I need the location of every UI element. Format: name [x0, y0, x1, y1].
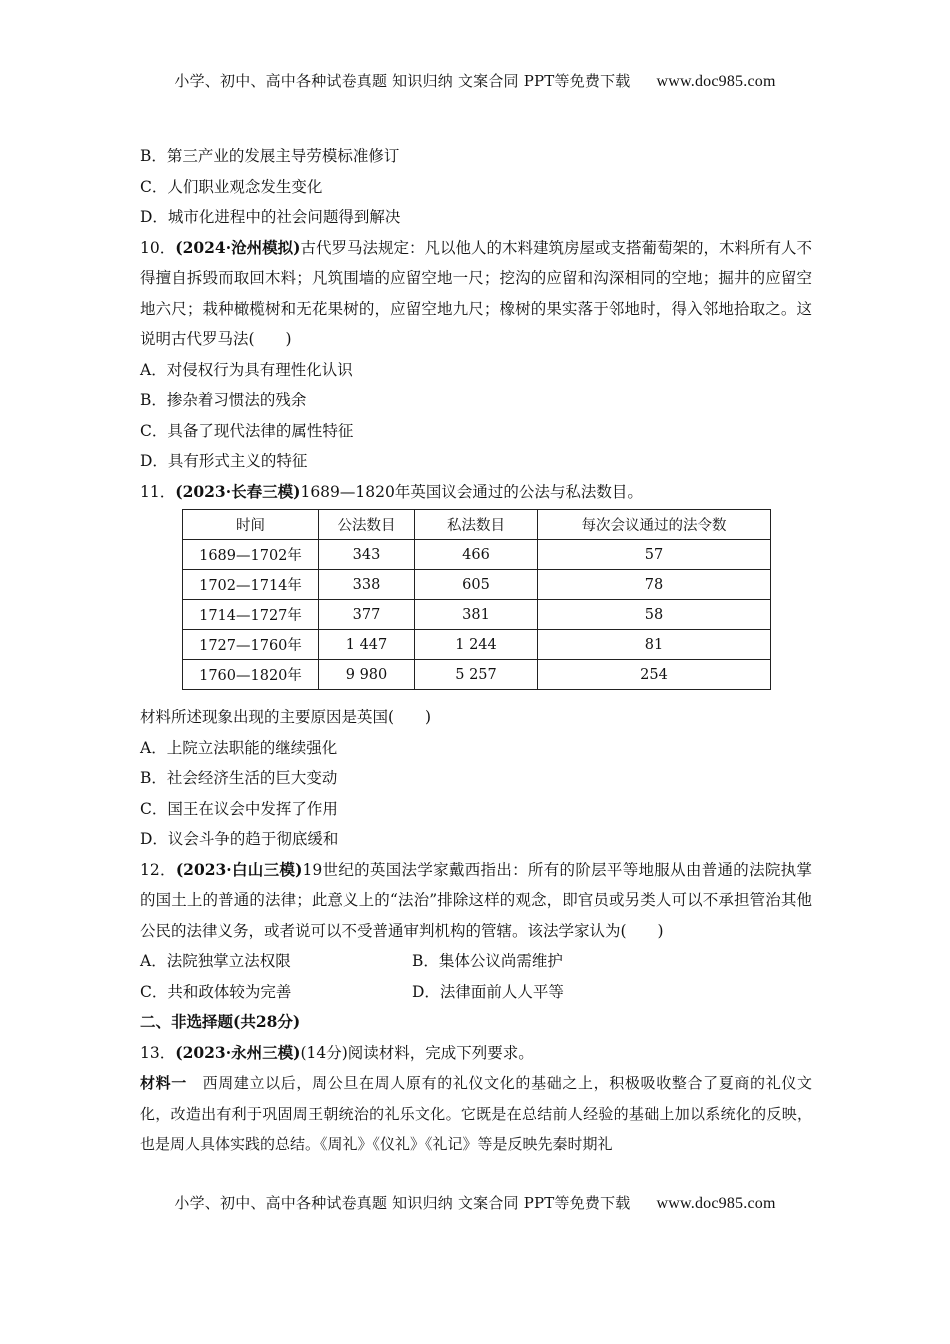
- q10-option-d: D．具有形式主义的特征: [140, 452, 308, 470]
- table-row: [183, 660, 771, 690]
- q12-option-b: B．集体公议尚需维护: [412, 952, 563, 970]
- material-text: 西周建立以后，周公旦在周人原有的礼仪文化的基础之上，积极吸收整合了夏商的礼仪文化，改造出有利于巩固周王朝统治的礼乐文化。它既是在总结前人经验的基础上加以系统化的反映，也是周人具体实践的总结。《周礼》《仪礼》《礼记》等是反映先秦时期礼: [140, 1074, 812, 1153]
- footer-site-link[interactable]: www.doc985.com: [656, 1195, 776, 1212]
- table-cell: 254: [538, 660, 771, 690]
- q10-option-b: B．掺杂着习惯法的残余: [140, 391, 307, 409]
- q10-source: (2024·沧州模拟): [175, 237, 301, 257]
- q10-stem: [140, 233, 812, 355]
- page-header: [0, 70, 950, 91]
- table-row: [183, 600, 771, 630]
- table-cell: 5 257: [415, 660, 538, 690]
- table-header: 公法数目: [319, 510, 415, 540]
- table-cell: 58: [538, 600, 771, 630]
- page-footer: [0, 1192, 950, 1213]
- q11-option-d: D．议会斗争的趋于彻底缓和: [140, 830, 339, 848]
- table-header: 私法数目: [415, 510, 538, 540]
- q11-option-b: B．社会经济生活的巨大变动: [140, 769, 338, 787]
- table-header: 每次会议通过的法令数: [538, 510, 771, 540]
- q11-option-c: C．国王在议会中发挥了作用: [140, 799, 338, 818]
- laws-table: [182, 509, 771, 690]
- table-row: [183, 630, 771, 660]
- table-cell: 605: [415, 570, 538, 600]
- table-cell: 78: [538, 570, 771, 600]
- table-header: 时间: [183, 510, 319, 540]
- table-cell: 1714—1727年: [183, 600, 319, 630]
- table-cell: 81: [538, 630, 771, 660]
- table-cell: 1727—1760年: [183, 630, 319, 660]
- q12-stem: [140, 855, 812, 947]
- table-cell: 1 447: [319, 630, 415, 660]
- q13-source: (2023·永州三模): [175, 1042, 301, 1062]
- q10-option-a: A．对侵权行为具有理性化认识: [140, 360, 353, 379]
- table-cell: 1 244: [415, 630, 538, 660]
- q13-stem: [140, 1038, 812, 1069]
- q12-options-row-2: [140, 977, 812, 1008]
- table-cell: 343: [319, 540, 415, 570]
- q11-question: 材料所述现象出现的主要原因是英国( ): [140, 708, 432, 726]
- q12-number: 12．: [140, 860, 176, 879]
- table-row: [183, 570, 771, 600]
- footer-text: 小学、初中、高中各种试卷真题 知识归纳 文案合同 PPT等免费下载: [174, 1194, 631, 1212]
- q13-text: (14分)阅读材料，完成下列要求。: [300, 1043, 534, 1062]
- header-site-link[interactable]: www.doc985.com: [656, 73, 776, 90]
- q12-source: (2023·白山三模): [175, 859, 303, 879]
- q9-option-d: D．城市化进程中的社会问题得到解决: [140, 208, 401, 226]
- header-text: 小学、初中、高中各种试卷真题 知识归纳 文案合同 PPT等免费下载: [174, 72, 631, 90]
- q12-options-row-1: [140, 946, 812, 977]
- q12-text: 19世纪的英国法学家戴西指出：所有的阶层平等地服从由普通的法院执掌的国土上的普通的法律；此意义上的“法治”排除这样的观念，即官员或另类人可以不承担管治其他公民的法律义务，或者说可以不受普通审判机构的管辖。该法学家认为( ): [140, 860, 812, 940]
- q12-option-c: C．共和政体较为完善: [140, 982, 292, 1001]
- table-cell: 9 980: [319, 660, 415, 690]
- material-label: 材料一: [140, 1074, 187, 1092]
- table-cell: 381: [415, 600, 538, 630]
- table-header-row: [183, 510, 771, 540]
- table-cell: 466: [415, 540, 538, 570]
- q12-option-a: A．法院独掌立法权限: [140, 952, 291, 970]
- q11-source: (2023·长春三模): [175, 481, 301, 501]
- q11-text: 1689—1820年英国议会通过的公法与私法数目。: [300, 482, 643, 501]
- q12-option-d: D．法律面前人人平等: [412, 982, 564, 1001]
- q10-number: 10．: [140, 238, 176, 257]
- document-body: [140, 141, 812, 1160]
- table-cell: 57: [538, 540, 771, 570]
- q9-option-c: C．人们职业观念发生变化: [140, 177, 323, 196]
- table-cell: 1689—1702年: [183, 540, 319, 570]
- table-cell: 338: [319, 570, 415, 600]
- q10-text: 古代罗马法规定：凡以他人的木料建筑房屋或支搭葡萄架的，木料所有人不得擅自拆毁而取回木料；凡筑围墙的应留空地一尺；挖沟的应留和沟深相同的空地；掘井的应留空地六尺；栽种橄榄树和无花果树的，应留空地九尺；橡树的果实落于邻地时，得入邻地拾取之。这说明古代罗马法( ): [140, 238, 812, 348]
- q11-number: 11．: [140, 482, 176, 501]
- table-row: [183, 540, 771, 570]
- q11-stem: [140, 477, 812, 508]
- q9-option-b: B．第三产业的发展主导劳模标准修订: [140, 147, 400, 165]
- table-cell: 1760—1820年: [183, 660, 319, 690]
- q13-material-one: [140, 1068, 812, 1160]
- table-cell: 1702—1714年: [183, 570, 319, 600]
- q13-number: 13．: [140, 1043, 176, 1062]
- q10-option-c: C．具备了现代法律的属性特征: [140, 421, 354, 440]
- table-cell: 377: [319, 600, 415, 630]
- section-title: 二、非选择题(共28分): [140, 1012, 301, 1031]
- q11-option-a: A．上院立法职能的继续强化: [140, 738, 338, 757]
